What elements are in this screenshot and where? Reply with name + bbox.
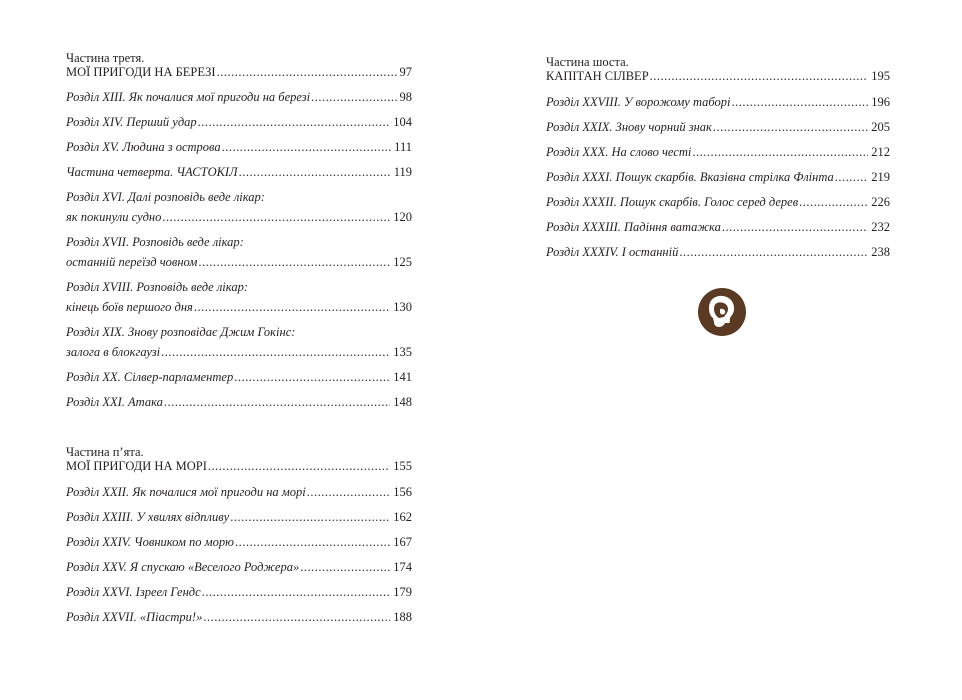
toc-entry: останній переїзд човном ..... 125 <box>66 255 412 269</box>
toc-entry: Розділ XV. Людина з острова ..... 111 <box>66 140 412 154</box>
toc-entry-part4: Частина четверта. ЧАСТОКІЛ ..... 119 <box>66 165 412 179</box>
toc-entry-line1: Розділ XIX. Знову розповідає Джим Гокінс: <box>66 325 296 339</box>
leader-dots <box>217 65 397 79</box>
pirate-head-emblem-icon <box>697 287 747 337</box>
toc-entry: Розділ XXVII. «Піастри!» ..... 188 <box>66 610 412 624</box>
toc-entry-line1: Розділ XVI. Далі розповідь веде лікар: <box>66 190 265 204</box>
toc-entry: Розділ XXII. Як почалися мої пригоди на морі ..... 156 <box>66 485 412 499</box>
page-number: 98 <box>399 90 412 104</box>
page-number: 226 <box>871 195 890 209</box>
toc-entry-line1: Розділ XVII. Розповідь веде лікар: <box>66 235 244 249</box>
toc-entry: Розділ XXVIII. У ворожому таборі ..... 196 <box>546 95 890 109</box>
toc-entry-line1: Розділ XVIII. Розповідь веде лікар: <box>66 280 248 294</box>
page-number: 174 <box>393 560 412 574</box>
toc-entry: Розділ XXXIII. Падіння ватажка ..... 232 <box>546 220 890 234</box>
toc-entry: Розділ XIII. Як почалися мої пригоди на березі ..... 98 <box>66 90 412 104</box>
toc-entry: Розділ XXXIV. І останній ..... 238 <box>546 245 890 259</box>
part6-label: Частина шоста. <box>546 55 629 69</box>
page-number: 212 <box>871 145 890 159</box>
toc-entry: Розділ XXV. Я спускаю «Веселого Роджера» ..... 174 <box>66 560 412 574</box>
toc-entry: Розділ XXVI. Ізреел Гендс ..... 179 <box>66 585 412 599</box>
part3-label: Частина третя. <box>66 51 145 65</box>
page-number: 238 <box>871 245 890 259</box>
toc-entry: кінець боїв першого дня ..... 130 <box>66 300 412 314</box>
toc-entry: залога в блокгаузі ..... 135 <box>66 345 412 359</box>
page-number: 97 <box>399 65 412 79</box>
page-number: 130 <box>393 300 412 314</box>
page-number: 148 <box>393 395 412 409</box>
page-number: 104 <box>393 115 412 129</box>
toc-entry: Розділ XXI. Атака ..... 148 <box>66 395 412 409</box>
page-number: 219 <box>871 170 890 184</box>
part6-title-entry <box>546 69 890 83</box>
page-number: 120 <box>393 210 412 224</box>
page-number: 196 <box>871 95 890 109</box>
page-number: 125 <box>393 255 412 269</box>
toc-entry: Розділ XXXII. Пошук скарбів. Голос серед дерев ..... 226 <box>546 195 890 209</box>
emblem-svg <box>697 287 747 337</box>
toc-entry: Розділ XXX. На слово честі ..... 212 <box>546 145 890 159</box>
right-page <box>481 0 962 700</box>
page-number: 141 <box>393 370 412 384</box>
part3-title-entry <box>66 65 412 79</box>
page-number: 232 <box>871 220 890 234</box>
page-number: 111 <box>394 140 412 154</box>
part3-title: МОЇ ПРИГОДИ НА БЕРЕЗІ <box>66 65 216 79</box>
page-number: 205 <box>871 120 890 134</box>
toc-entry: Розділ XXIII. У хвилях відпливу ..... 162 <box>66 510 412 524</box>
page-number: 155 <box>393 459 412 473</box>
part5-title: МОЇ ПРИГОДИ НА МОРІ <box>66 459 207 473</box>
page-number: 195 <box>871 69 890 83</box>
toc-entry: Розділ XXIV. Човником по морю ..... 167 <box>66 535 412 549</box>
toc-entry: Розділ XXIX. Знову чорний знак ..... 205 <box>546 120 890 134</box>
toc-entry: як покинули судно ..... 120 <box>66 210 412 224</box>
page-number: 156 <box>393 485 412 499</box>
part6-title: КАПІТАН СІЛВЕР <box>546 69 649 83</box>
toc-entry: Розділ XX. Сілвер-парламентер ..... 141 <box>66 370 412 384</box>
part5-title-entry <box>66 459 412 473</box>
part5-label: Частина п’ята. <box>66 445 144 459</box>
page-number: 179 <box>393 585 412 599</box>
toc-entry: Розділ XXXI. Пошук скарбів. Вказівна стрілка Флінта ..... 219 <box>546 170 890 184</box>
page-number: 135 <box>393 345 412 359</box>
toc-entry: Розділ XIV. Перший удар ..... 104 <box>66 115 412 129</box>
page-number: 119 <box>393 165 412 179</box>
page-number: 162 <box>393 510 412 524</box>
page-number: 167 <box>393 535 412 549</box>
page-number: 188 <box>393 610 412 624</box>
